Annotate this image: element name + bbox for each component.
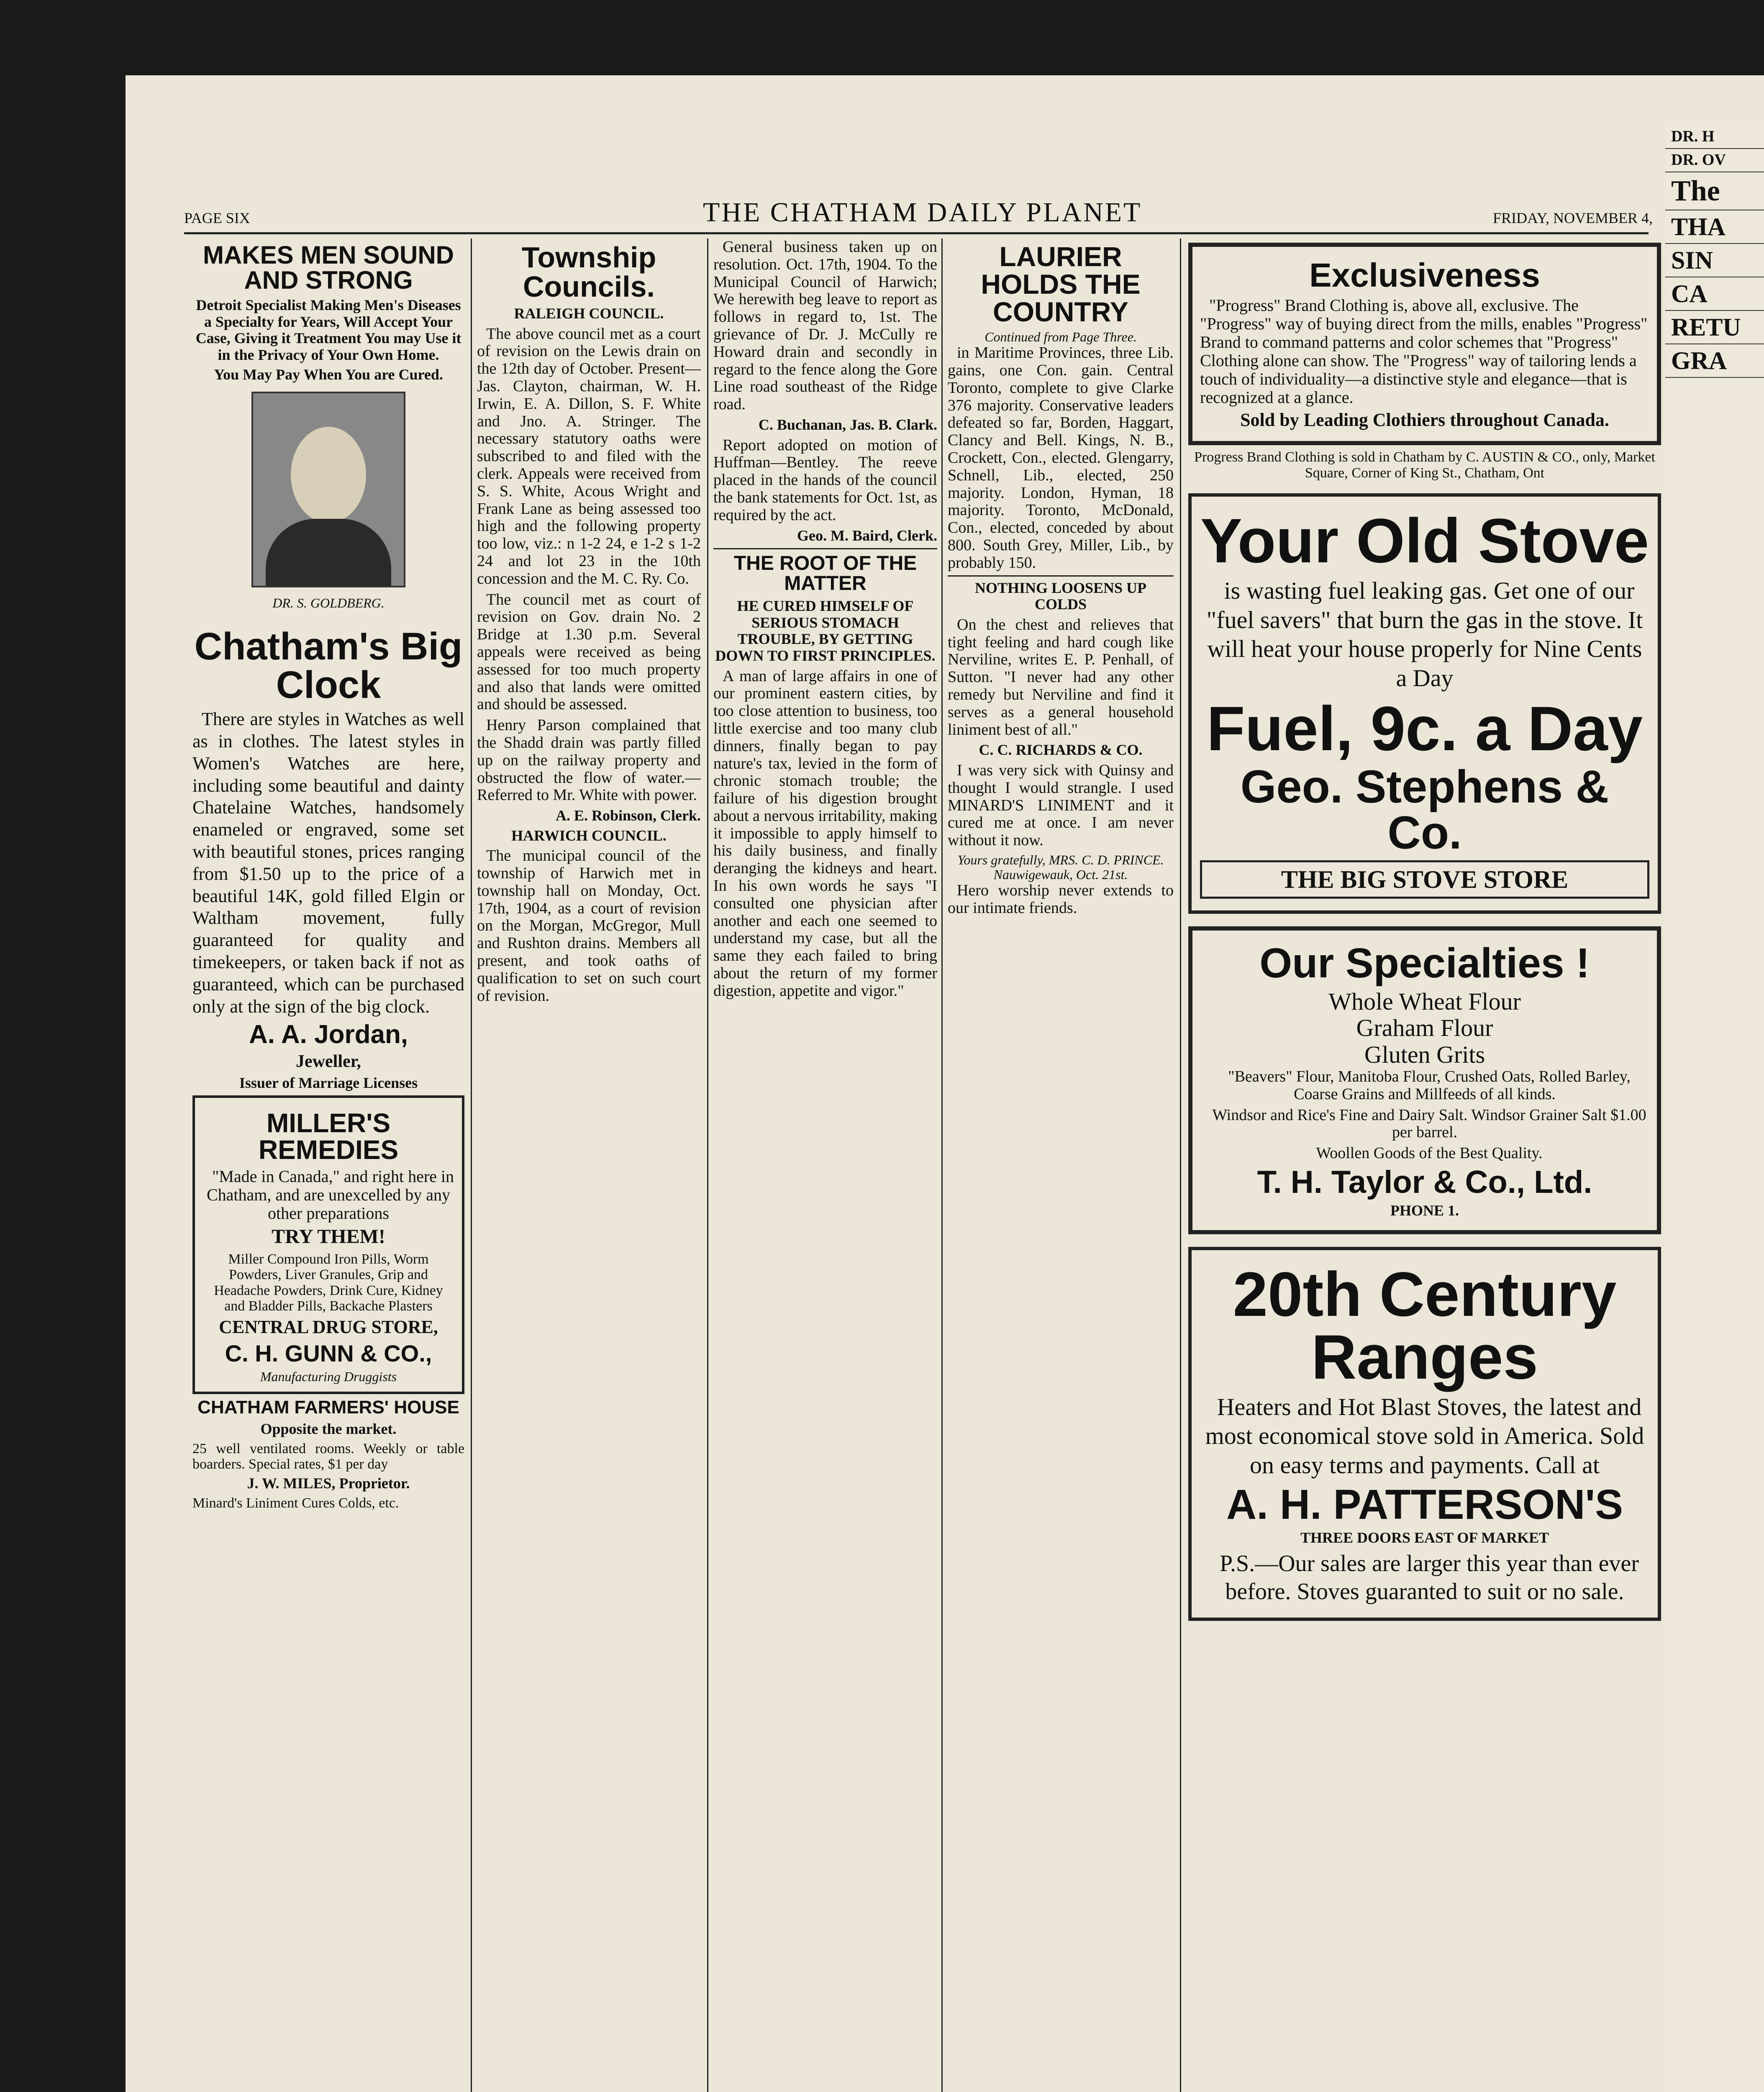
township-body-4: The municipal council of the township of Harwich met in township hall on Monday, Oct. 17th, 1904, as a court of revision on the Morgan, McGregor, Mull and Rushton drains. Members all present, and took oaths of qualification to set on such court of revision. (477, 847, 701, 1005)
colds-body: On the chest and relieves that tight feeling and hard cough like Nerviline, writes E. P. Penhall, of Sutton. "I never had any other remedy but Nerviline and find it serves as a general household liniment best of all." (948, 615, 1174, 738)
spec-body: "Beavers" Flour, Manitoba Flour, Crushed Oats, Rolled Barley, Coarse Grains and Millfeeds of all kinds. (1228, 1067, 1631, 1103)
adjacent-page-strip (1665, 126, 1764, 2092)
makes-men-headline: MAKES MEN SOUND AND STRONG (203, 241, 454, 294)
raleigh-heading: RALEIGH COUNCIL. (514, 305, 664, 322)
portrait-image (251, 392, 405, 587)
exclusiveness-headline: Exclusiveness (1309, 256, 1540, 294)
ranges-body: Heaters and Hot Blast Stoves, the latest and most economical stove sold in America. Sold on easy terms and payments. Call at (1205, 1393, 1644, 1479)
big-clock-headline: Chatham's Big Clock (194, 625, 463, 707)
millers-try: TRY THEM! (272, 1225, 385, 1248)
exclusiveness-ad (1188, 243, 1661, 445)
township-body-1: The above council met as a court of revision on the Lewis drain on the 12th day of October. Present—Jas. Clayton, chairman, W. H. Irwin, E. A. Dillon, S. F. White and Jno. A. Stringer. The necessary statutory oaths were subscribed to and filed with the clerk. Appeals were received from S. S. White, Acous Wright and Frank Lane as being assessed too high and the following property too low, viz.: n 1-2 24, e 1-2 s 1-2 24 and lot 23 in the 10th concession and the M. C. Ry. Co. (477, 325, 701, 587)
strip-item: DR. H (1665, 126, 1764, 149)
township-body-2: The council met as court of revision on Gov. drain No. 2 Bridge at 1.30 p.m. Several appeals were received as being assessed for too much property and also that lands were omitted and should be assessed. (477, 590, 701, 713)
fuel-headline: Fuel, 9c. a Day (1206, 693, 1643, 764)
austin-note: Progress Brand Clothing is sold in Chatham by C. AUSTIN & CO., only, Market Square, Corner of King St., Chatham, Ont (1194, 449, 1655, 481)
header-rule (184, 232, 1649, 234)
spec-salt: Windsor and Rice's Fine and Dairy Salt. Windsor Grainer Salt $1.00 per barrel. (1212, 1106, 1646, 1141)
miles-proprietor: J. W. MILES, Proprietor. (247, 1475, 410, 1492)
column-3 (713, 238, 937, 2092)
ranges-ad (1188, 1247, 1661, 1621)
minard-note: Minard's Liniment Cures Colds, etc. (192, 1495, 399, 1511)
drug-store: CENTRAL DRUG STORE, (219, 1317, 438, 1338)
hero-note: Hero worship never extends to our intimate friends. (948, 882, 1174, 917)
paper-title: THE CHATHAM DAILY PLANET (703, 197, 1142, 228)
strip-item: DR. OV (1665, 149, 1764, 172)
strip-item: THA (1665, 210, 1764, 244)
laurier-continued: Continued from Page Three. (985, 329, 1137, 344)
strip-item: GRA (1665, 344, 1764, 378)
stove-body: is wasting fuel leaking gas. Get one of our "fuel savers" that burn the gas in the stove. It will heat your house properly for Nine Cents a Day (1206, 577, 1643, 692)
stove-store: THE BIG STOVE STORE (1200, 860, 1649, 899)
millers-headline: MILLER'S REMEDIES (258, 1108, 399, 1165)
exclusiveness-sold: Sold by Leading Clothiers throughout Canada. (1240, 410, 1609, 430)
exclusiveness-body: "Progress" Brand Clothing is, above all, exclusive. The "Progress" way of buying direct from the mills, enables "Progress" Brand to command patterns and color schemes that "Progress" Clothing alone can show. The "Progress" way of tailoring lends a touch of individuality—a distinctive style and elegance—that is recognized at a glance. (1200, 296, 1648, 407)
big-clock-body: There are styles in Watches as well as in clothes. The latest styles in Women's Watches are here, including some beautiful and dainty Chatelaine Watches, handsomely enameled or engraved, some set with beautiful stones, prices ranging from $1.50 up to the price of a beautiful 14K, gold filled Elgin or Waltham movement, fully guaranteed for quality and timekeepers, or taken back if not as guaranteed, which can be purchased only at the sign of the big clock. (192, 709, 464, 1017)
spec-item: Gluten Grits (1364, 1041, 1485, 1069)
page-label: PAGE SIX (184, 210, 250, 226)
specialties-headline: Our Specialties ! (1259, 939, 1590, 987)
stove-headline: Your Old Stove (1200, 505, 1649, 576)
spec-item: Whole Wheat Flour (1328, 987, 1521, 1015)
taylor-name: T. H. Taylor & Co., Ltd. (1257, 1164, 1592, 1200)
issue-date: FRIDAY, NOVEMBER 4, (1492, 210, 1653, 226)
laurier-headline: LAURIER HOLDS THE COUNTRY (981, 241, 1141, 327)
column-2 (477, 238, 701, 2092)
column-rule (471, 238, 472, 2092)
strip-item: CA (1665, 277, 1764, 311)
jordan-sub: Issuer of Marriage Licenses (239, 1074, 418, 1091)
jordan-title: Jeweller, (296, 1052, 361, 1072)
strip-item: RETU (1665, 311, 1764, 344)
ranges-headline: 20th Century Ranges (1233, 1259, 1617, 1392)
township-signed: A. E. Robinson, Clerk. (555, 807, 701, 824)
column-1 (192, 238, 464, 2092)
richards-body: I was very sick with Quinsy and thought I would strangle. I used MINARD'S LINIMENT and it cured me at once. I am never without it now. (948, 761, 1174, 849)
jordan-name: A. A. Jordan, (249, 1020, 408, 1049)
harwich-signed-1: C. Buchanan, Jas. B. Clark. (758, 416, 937, 433)
millers-ad (192, 1095, 464, 1394)
column-4 (948, 238, 1174, 2092)
harwich-body-1: General business taken up on resolution. Oct. 17th, 1904. To the Municipal Council of Harwich; We herewith beg leave to report as follows in regard to, 1st. The grievance of Dr. J. McCully re Howard drain and secondly in regard to the fence along the Gore Line road southeast of the Ridge road. (713, 238, 937, 413)
column-rule (707, 238, 708, 2092)
makes-men-pay: You May Pay When You are Cured. (214, 366, 443, 383)
spec-item: Graham Flour (1356, 1014, 1493, 1042)
page-header (184, 197, 1674, 230)
column-5-ads (1188, 238, 1661, 2092)
harwich-heading: HARWICH COUNCIL. (511, 827, 667, 844)
laurier-body: in Maritime Provinces, three Lib. gains, one Con. gain. Central Toronto, complete to give Clarke 376 majority. Conservative leaders defeated so far, Borden, Haggart, Clancy and Bell. Kings, N. B., Crockett, Con., elected. Glengarry, Schnell, Lib., elected, 250 majority. London, Hyman, 18 majority. Toronto, McDonald, Con., elected, conceded by about 800. South Grey, Miller, Lib., by probably 150. (948, 344, 1174, 572)
root-subhead: HE CURED HIMSELF OF SERIOUS STOMACH TROUBLE, BY GETTING DOWN TO FIRST PRINCIPLES. (715, 597, 936, 664)
harwich-body-2: Report adopted on motion of Huffman—Bentley. The reeve placed in the hands of the council the bank statements for Oct. 1st, as required by the act. (713, 436, 937, 524)
makes-men-subhead: Detroit Specialist Making Men's Diseases a Specialty for Years, Will Accept Your Case, Giving it Treatment You may Use it in the Privacy of Your Own Home. (195, 297, 462, 363)
column-rule (1180, 238, 1181, 2092)
taylor-phone: PHONE 1. (1390, 1202, 1459, 1219)
gunn-name: C. H. GUNN & CO., (225, 1340, 432, 1366)
millers-body: "Made in Canada," and right here in Chatham, and are unexcelled by any other preparations (207, 1167, 454, 1223)
farmers-sub: Opposite the market. (260, 1420, 397, 1438)
richards-sign: Yours gratefully, MRS. C. D. PRINCE. Nauwigewauk, Oct. 21st. (957, 852, 1164, 882)
township-headline: Township Councils. (521, 241, 656, 303)
portrait-caption: DR. S. GOLDBERG. (272, 595, 385, 610)
ranges-ps: P.S.—Our sales are larger this year than ever before. Stoves guaranted to suit or no sale. (1220, 1550, 1639, 1605)
specialties-ad (1188, 926, 1661, 1234)
spec-woollen: Woollen Goods of the Best Quality. (1316, 1144, 1543, 1162)
patterson-name: A. H. PATTERSON'S (1226, 1481, 1623, 1528)
strip-item: The (1665, 172, 1764, 210)
stove-ad (1188, 493, 1661, 913)
harwich-signed-2: Geo. M. Baird, Clerk. (797, 527, 937, 544)
township-body-3: Henry Parson complained that the Shadd drain was partly filled up on the railway property and obstructed the flow of water.—Referred to Mr. White with power. (477, 716, 701, 804)
colds-heading: NOTHING LOOSENS UP COLDS (948, 575, 1174, 613)
gunn-sub: Manufacturing Druggists (260, 1369, 397, 1384)
column-rule (941, 238, 943, 2092)
root-body: A man of large affairs in one of our prominent eastern cities, by too close attention to business, too little exercise and too many club dinners, finally began to pay nature's tax, levied in the form of chronic stomach trouble; the failure of his digestion brought about a nervous irritability, making it impossible to apply himself to his daily business, and finally deranging the kidneys and heart. In his own words he says "I consulted one physician after another and each one seemed to understand my case, but all the same they each failed to bring about the return of my former digestion, appetite and vigor." (713, 667, 937, 1000)
root-headline: THE ROOT OF THE MATTER (713, 548, 937, 594)
patterson-sub: THREE DOORS EAST OF MARKET (1300, 1529, 1549, 1546)
farmers-body: 25 well ventilated rooms. Weekly or table boarders. Special rates, $1 per day (192, 1441, 464, 1472)
richards-name: C. C. RICHARDS & CO. (979, 741, 1143, 759)
strip-item: SIN (1665, 244, 1764, 277)
stephens-name: Geo. Stephens & Co. (1240, 761, 1609, 859)
farmers-house: CHATHAM FARMERS' HOUSE (197, 1397, 459, 1418)
millers-list: Miller Compound Iron Pills, Worm Powders, Liver Granules, Grip and Headache Powders, Drink Cure, Kidney and Bladder Pills, Backache Plasters (214, 1251, 443, 1314)
